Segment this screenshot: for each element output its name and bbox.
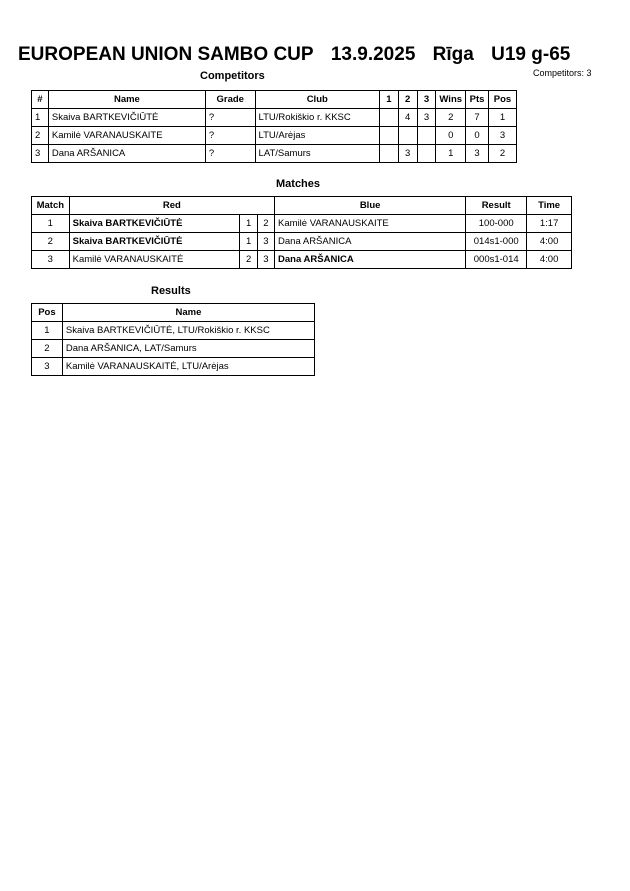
round-3 (417, 145, 436, 163)
event-city: Rīga (432, 44, 474, 65)
event-category: U19 g-65 (491, 44, 571, 65)
match-number: 3 (32, 251, 70, 269)
competitor-num: 3 (32, 145, 49, 163)
competitor-name: Kamilė VARANAUSKAITE (48, 127, 205, 145)
competitor-grade: ? (205, 145, 255, 163)
matches-header-row (32, 197, 572, 215)
position: 2 (489, 145, 517, 163)
col-header: Pos (32, 304, 63, 322)
competitor-grade: ? (205, 109, 255, 127)
round-1 (379, 109, 398, 127)
competitor-grade: ? (205, 127, 255, 145)
col-header: Result (466, 197, 527, 215)
round-2 (398, 127, 417, 145)
competitors-table (31, 90, 517, 163)
match-time: 4:00 (527, 251, 572, 269)
blue-competitor: Dana ARŠANICA (275, 233, 466, 251)
col-header: Time (527, 197, 572, 215)
results-title: Results (151, 285, 191, 297)
col-header: Name (48, 91, 205, 109)
wins: 0 (436, 127, 466, 145)
col-header: Match (32, 197, 70, 215)
results-header-row (32, 304, 315, 322)
match-time: 4:00 (527, 233, 572, 251)
competitors-title: Competitors (200, 70, 265, 82)
competitors-count: Competitors: 3 (533, 68, 592, 78)
competitor-name: Dana ARŠANICA (48, 145, 205, 163)
event-name: EUROPEAN UNION SAMBO CUP (18, 44, 314, 65)
col-header: Blue (275, 197, 466, 215)
table-row (32, 145, 517, 163)
position: 3 (489, 127, 517, 145)
results-table (31, 303, 315, 376)
col-header: 1 (379, 91, 398, 109)
col-header: Pos (489, 91, 517, 109)
result-position: 2 (32, 340, 63, 358)
competitor-club: LTU/Arėjas (255, 127, 379, 145)
points: 0 (466, 127, 489, 145)
red-competitor: Skaiva BARTKEVIČIŪTĖ (69, 215, 240, 233)
competitor-name: Skaiva BARTKEVIČIŪTĖ (48, 109, 205, 127)
col-header: Grade (205, 91, 255, 109)
table-row (32, 215, 572, 233)
match-result: 100-000 (466, 215, 527, 233)
col-header: 2 (398, 91, 417, 109)
col-header: Wins (436, 91, 466, 109)
table-row (32, 109, 517, 127)
page-title (18, 44, 570, 66)
result-name: Dana ARŠANICA, LAT/Samurs (62, 340, 314, 358)
match-time: 1:17 (527, 215, 572, 233)
round-2: 3 (398, 145, 417, 163)
col-header: # (32, 91, 49, 109)
red-number: 1 (240, 233, 257, 251)
matches-table (31, 196, 572, 269)
col-header: Red (69, 197, 274, 215)
table-row (32, 233, 572, 251)
table-row (32, 358, 315, 376)
red-number: 1 (240, 215, 257, 233)
competitors-header-row (32, 91, 517, 109)
col-header: Name (62, 304, 314, 322)
blue-competitor: Kamilė VARANAUSKAITE (275, 215, 466, 233)
points: 3 (466, 145, 489, 163)
round-3 (417, 127, 436, 145)
red-competitor: Kamilė VARANAUSKAITĖ (69, 251, 240, 269)
table-row (32, 127, 517, 145)
match-result: 014s1-000 (466, 233, 527, 251)
col-header: Pts (466, 91, 489, 109)
round-1 (379, 145, 398, 163)
event-date: 13.9.2025 (330, 44, 416, 65)
red-competitor: Skaiva BARTKEVIČIŪTĖ (69, 233, 240, 251)
wins: 1 (436, 145, 466, 163)
red-number: 2 (240, 251, 257, 269)
result-name: Kamilė VARANAUSKAITĖ, LTU/Arėjas (62, 358, 314, 376)
matches-title: Matches (276, 178, 321, 190)
round-3: 3 (417, 109, 436, 127)
table-row (32, 251, 572, 269)
competitor-num: 2 (32, 127, 49, 145)
competitor-club: LAT/Samurs (255, 145, 379, 163)
blue-competitor: Dana ARŠANICA (275, 251, 466, 269)
result-name: Skaiva BARTKEVIČIŪTĖ, LTU/Rokiškio r. KKSC (62, 322, 314, 340)
result-position: 3 (32, 358, 63, 376)
match-number: 2 (32, 233, 70, 251)
col-header: 3 (417, 91, 436, 109)
blue-number: 2 (257, 215, 274, 233)
table-row (32, 340, 315, 358)
blue-number: 3 (257, 251, 274, 269)
result-position: 1 (32, 322, 63, 340)
col-header: Club (255, 91, 379, 109)
competitor-num: 1 (32, 109, 49, 127)
table-row (32, 322, 315, 340)
round-2: 4 (398, 109, 417, 127)
points: 7 (466, 109, 489, 127)
match-result: 000s1-014 (466, 251, 527, 269)
wins: 2 (436, 109, 466, 127)
round-1 (379, 127, 398, 145)
competitor-club: LTU/Rokiškio r. KKSC (255, 109, 379, 127)
match-number: 1 (32, 215, 70, 233)
blue-number: 3 (257, 233, 274, 251)
position: 1 (489, 109, 517, 127)
